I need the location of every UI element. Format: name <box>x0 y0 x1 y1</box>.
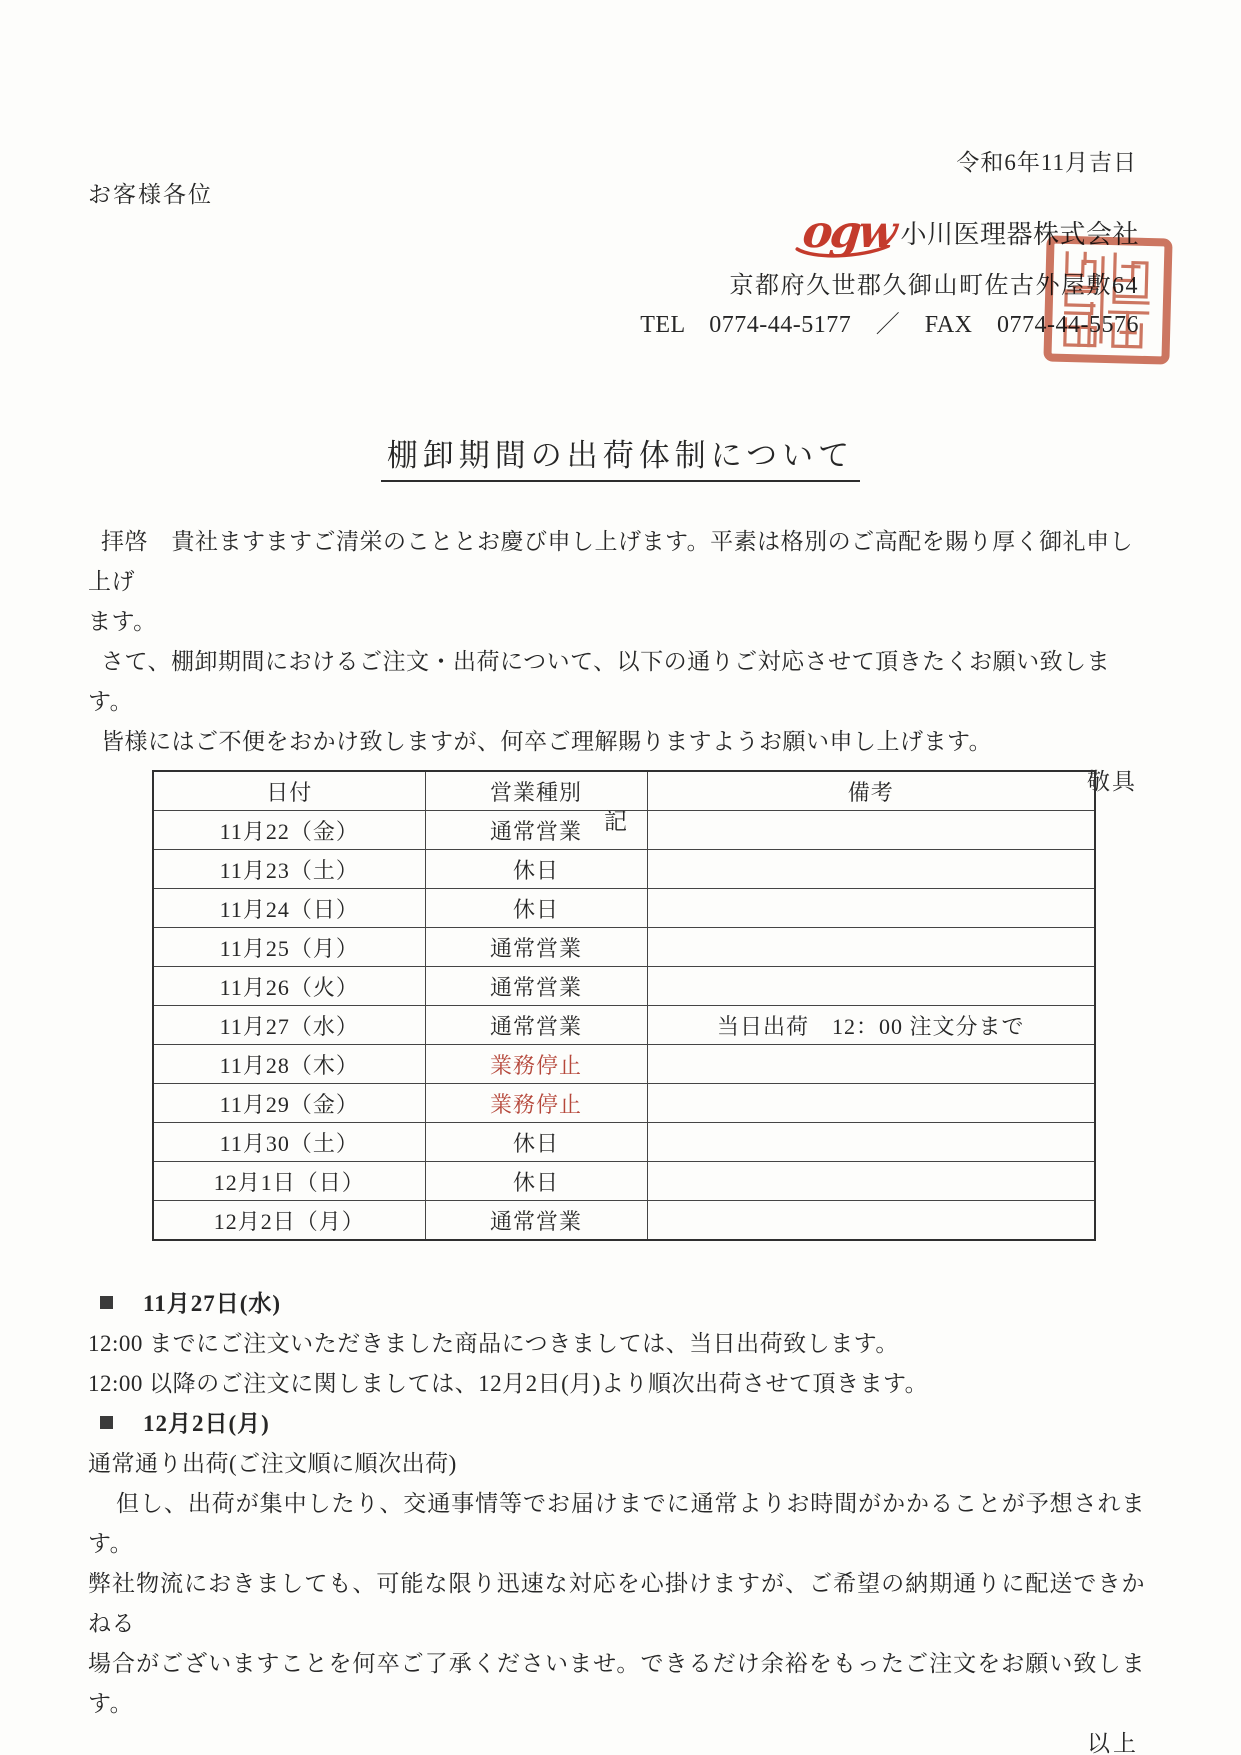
remark-cell: 当日出荷 12：00 注文分まで <box>647 1006 1095 1045</box>
note2-heading-line <box>88 1404 1145 1444</box>
company-name: 小川医理器株式会社 <box>900 220 1139 249</box>
greeting-line: ます。 <box>88 609 157 634</box>
date-cell: 11月24（日） <box>153 889 425 928</box>
recipient: お客様各位 <box>88 182 213 207</box>
status-cell: 業務停止 <box>425 1084 647 1123</box>
status-cell: 通常営業 <box>425 928 647 967</box>
date-cell: 12月1日（日） <box>153 1162 425 1201</box>
remark-cell <box>647 889 1095 928</box>
greeting-line: さて、棚卸期間におけるご注文・出荷について、以下の通りご対応させて頂きたくお願い致します。 <box>88 649 1111 714</box>
status-cell: 通常営業 <box>425 1201 647 1241</box>
date-cell: 11月26（火） <box>153 967 425 1006</box>
greeting-line: 皆様にはご不便をおかけ致しますが、何卒ご理解賜りますようお願い申し上げます。 <box>101 729 993 754</box>
company-name-line <box>0 205 1139 258</box>
remark-cell <box>647 1162 1095 1201</box>
status-cell: 休日 <box>425 850 647 889</box>
date-cell: 11月23（土） <box>153 850 425 889</box>
date-line: 令和6年11月吉日 <box>956 150 1137 175</box>
remark-cell <box>647 1045 1095 1084</box>
company-block <box>0 205 1139 339</box>
status-cell: 通常営業 <box>425 967 647 1006</box>
date-cell: 11月30（土） <box>153 1123 425 1162</box>
status-cell: 通常営業 <box>425 1006 647 1045</box>
company-logo-text: ogw <box>800 205 898 258</box>
status-cell: 休日 <box>425 1123 647 1162</box>
remark-cell <box>647 1123 1095 1162</box>
company-logo <box>800 205 898 258</box>
remark-cell <box>647 850 1095 889</box>
date-cell: 11月22（金） <box>153 811 425 850</box>
remark-cell <box>647 1084 1095 1123</box>
note1-heading: 11月27日(水) <box>143 1291 282 1316</box>
header-remark: 備考 <box>647 771 1095 811</box>
header-status: 営業種別 <box>425 771 647 811</box>
table-row <box>153 967 1095 1006</box>
note2-line: 通常通り出荷(ご注文順に順次出荷) <box>88 1451 457 1476</box>
table-header-row <box>153 771 1095 811</box>
header-date: 日付 <box>153 771 425 811</box>
logo-swash-icon <box>794 245 890 259</box>
table-row <box>153 1006 1095 1045</box>
table-row <box>153 1162 1095 1201</box>
table-row <box>153 889 1095 928</box>
note1-line: 12:00 以降のご注文に関しましては、12月2日(月)より順次出荷させて頂きます。 <box>88 1371 929 1396</box>
status-cell: 通常営業 <box>425 811 647 850</box>
table-row <box>153 928 1095 967</box>
remark-cell <box>647 811 1095 850</box>
status-cell: 休日 <box>425 889 647 928</box>
ki-marker: 記 <box>604 809 629 834</box>
date-cell: 12月2日（月） <box>153 1201 425 1241</box>
note1-heading-line <box>88 1284 1145 1324</box>
title-wrap <box>0 430 1241 482</box>
company-address: 京都府久世郡久御山町佐古外屋敷64 <box>729 273 1139 299</box>
square-bullet-icon <box>100 1416 113 1429</box>
remark-cell <box>647 1201 1095 1241</box>
note1-line: 12:00 までにご注文いただきました商品につきましては、当日出荷致します。 <box>88 1331 899 1356</box>
schedule-table-body <box>153 811 1095 1241</box>
table-row <box>153 1084 1095 1123</box>
square-bullet-icon <box>100 1296 113 1309</box>
remark-cell <box>647 967 1095 1006</box>
note2-para-line: 場合がございますことを何卒ご了承くださいませ。できるだけ余裕をもったご注文をお願い致します。 <box>88 1651 1145 1716</box>
table-row <box>153 811 1095 850</box>
schedule-table <box>152 770 1096 1241</box>
closing-keigu: 敬具 <box>1087 769 1137 794</box>
document-title: 棚卸期間の出荷体制について <box>381 430 860 482</box>
date-cell: 11月27（水） <box>153 1006 425 1045</box>
table-row <box>153 850 1095 889</box>
note2-para-line: 但し、出荷が集中したり、交通事情等でお届けまでに通常よりお時間がかかることが予想されます。 <box>88 1491 1145 1556</box>
date-cell: 11月29（金） <box>153 1084 425 1123</box>
date-cell: 11月28（木） <box>153 1045 425 1084</box>
remark-cell <box>647 928 1095 967</box>
company-tel-fax: TEL 0774-44-5177 ／ FAX 0774-44-5576 <box>640 312 1139 338</box>
closing-ijou: 以上 <box>1087 1731 1139 1755</box>
notes-block <box>88 1284 1145 1755</box>
note2-para-line: 弊社物流におきましても、可能な限り迅速な対応を心掛けますが、ご希望の納期通りに配送できかねる <box>88 1571 1145 1636</box>
table-row <box>153 1201 1095 1241</box>
status-cell: 業務停止 <box>425 1045 647 1084</box>
date-cell: 11月25（月） <box>153 928 425 967</box>
status-cell: 休日 <box>425 1162 647 1201</box>
table-row <box>153 1045 1095 1084</box>
greeting-line: 拝啓 貴社ますますご清栄のこととお慶び申し上げます。平素は格別のご高配を賜り厚く御礼申し上げ <box>88 529 1134 594</box>
note2-heading: 12月2日(月) <box>143 1411 270 1436</box>
table-row <box>153 1123 1095 1162</box>
